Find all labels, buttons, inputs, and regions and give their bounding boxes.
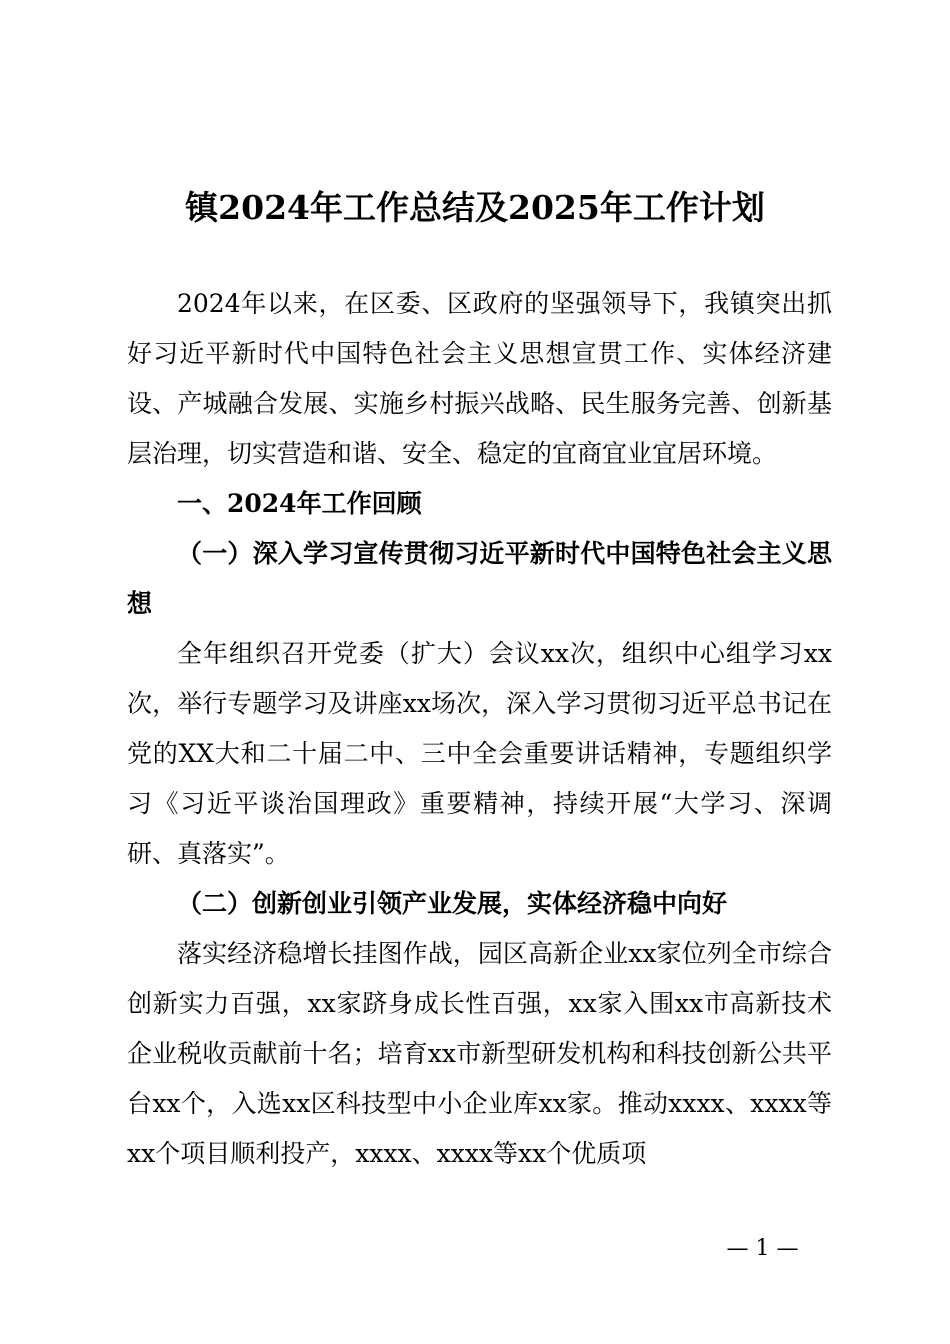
intro-paragraph: 2024年以来，在区委、区政府的坚强领导下，我镇突出抓好习近平新时代中国特色社会主义思想宣贯工作、实体经济建设、产城融合发展、实施乡村振兴战略、民生服务完善、创新基层治理，切实营造和谐、安全、稳定的宜商宜业宜居环境。 bbox=[127, 289, 832, 468]
document-body bbox=[127, 279, 832, 1179]
page-number: — 1 — bbox=[726, 1236, 799, 1261]
section-heading-review: 一、2024年工作回顾 bbox=[177, 489, 422, 518]
subsection-heading-innovation: （二）创新创业引领产业发展，实体经济稳中向好 bbox=[177, 889, 728, 918]
subsection-paragraph-innovation: 落实经济稳增长挂图作战，园区高新企业xx家位列全市综合创新实力百强，xx家跻身成长性百强，xx家入围xx市高新技术企业税收贡献前十名；培育xx市新型研发机构和科技创新公共平台xx个，入选xx区科技型中小企业库xx家。推动xxxx、xxxx等xx个项目顺利投产，xxxx、xxxx等xx个优质项 bbox=[127, 939, 832, 1168]
subsection-heading-study: （一）深入学习宣传贯彻习近平新时代中国特色社会主义思想 bbox=[127, 539, 832, 618]
document-title: 镇2024年工作总结及2025年工作计划 bbox=[185, 188, 765, 227]
subsection-paragraph-study: 全年组织召开党委（扩大）会议xx次，组织中心组学习xx次，举行专题学习及讲座xx场次，深入学习贯彻习近平总书记在党的XX大和二十届二中、三中全会重要讲话精神，专题组织学习《习近平谈治国理政》重要精神，持续开展“大学习、深调研、真落实”。 bbox=[127, 639, 832, 868]
